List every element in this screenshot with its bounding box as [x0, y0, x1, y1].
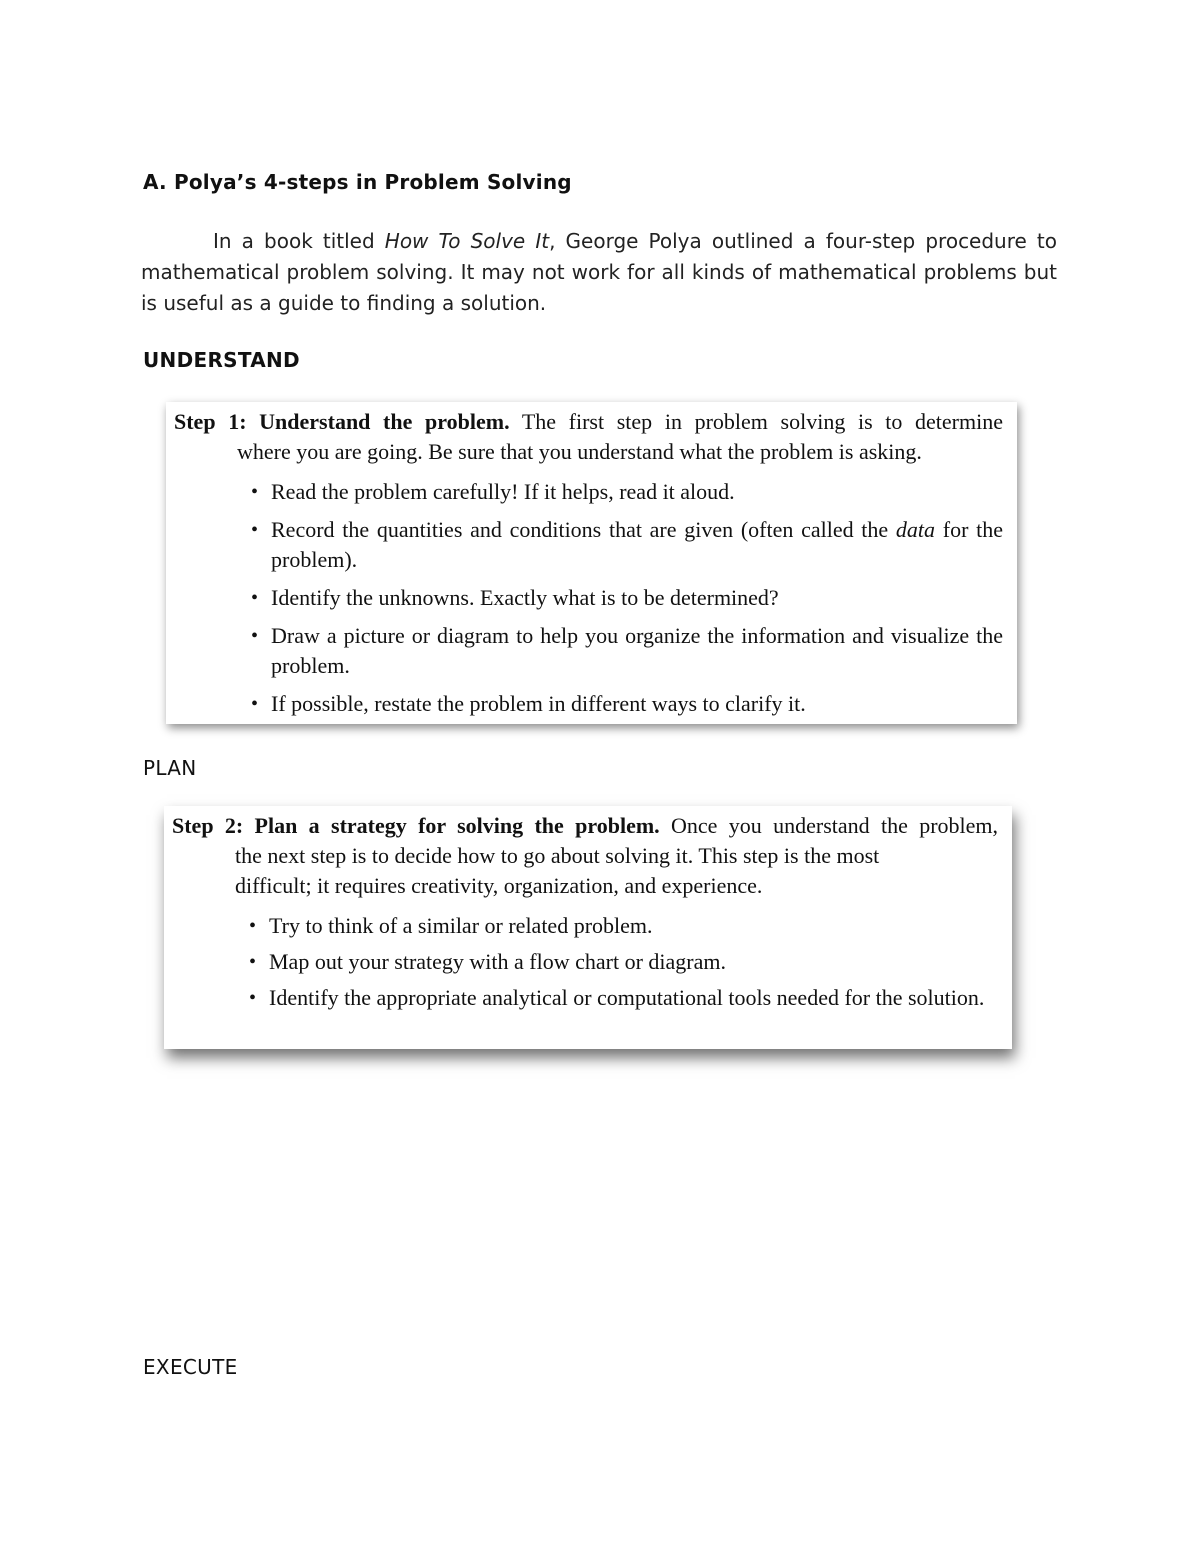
step1-bullet-4: • Draw a picture or diagram to help you organize the information and visualize the problem. [271, 621, 1003, 681]
step2-bullet-2: • Map out your strategy with a flow chart or diagram. [269, 947, 998, 977]
section-a-heading: A. Polya’s 4-steps in Problem Solving [143, 170, 572, 194]
step1-bullet-2: • Record the quantities and conditions that are given (often called the data for the problem). [271, 515, 1003, 575]
step1-box [166, 402, 1017, 724]
plan-label: PLAN [143, 756, 197, 780]
step1-lead: Step 1: Understand the problem. [174, 409, 510, 434]
step2-first-line [172, 811, 998, 841]
step2-box [164, 806, 1012, 1049]
step1-bullet-1: • Read the problem carefully! If it helps, read it aloud. [271, 477, 1003, 507]
execute-label: EXECUTE [143, 1355, 238, 1379]
intro-text-start: In a book titled [213, 229, 385, 253]
book-title: How To Solve It [384, 229, 550, 253]
step2-line1-rest: Once you understand the problem, [659, 813, 999, 838]
step2-line2: the next step is to decide how to go about solving it. This step is the most [235, 843, 880, 868]
step1-first-line [174, 407, 1003, 437]
step2-lead: Step 2: Plan a strategy for solving the problem. [172, 813, 660, 838]
step2-line3: difficult; it requires creativity, organization, and experience. [235, 873, 763, 898]
understand-label: UNDERSTAND [143, 348, 300, 372]
step1-bullet-3: • Identify the unknowns. Exactly what is to be determined? [271, 583, 1003, 613]
step2-bullet-3: • Identify the appropriate analytical or computational tools needed for the solution. [269, 983, 998, 1013]
step2-bullet-1: • Try to think of a similar or related problem. [269, 911, 998, 941]
step1-line1-rest: The first step in problem solving is to determine [509, 409, 1003, 434]
step2-bullet-list [172, 911, 998, 1013]
step1-bullet-list [174, 477, 1003, 719]
intro-paragraph [141, 226, 1057, 319]
step1-bullet-5: • If possible, restate the problem in different ways to clarify it. [271, 689, 1003, 719]
intro-text-end: , George Polya outlined a four-step procedure to mathematical problem solving. It may not work for all kinds of mathematical problems but is useful as a guide to finding a solution. [141, 229, 1058, 315]
step1-line2: where you are going. Be sure that you understand what the problem is asking. [237, 439, 922, 464]
data-term: data [895, 517, 936, 542]
